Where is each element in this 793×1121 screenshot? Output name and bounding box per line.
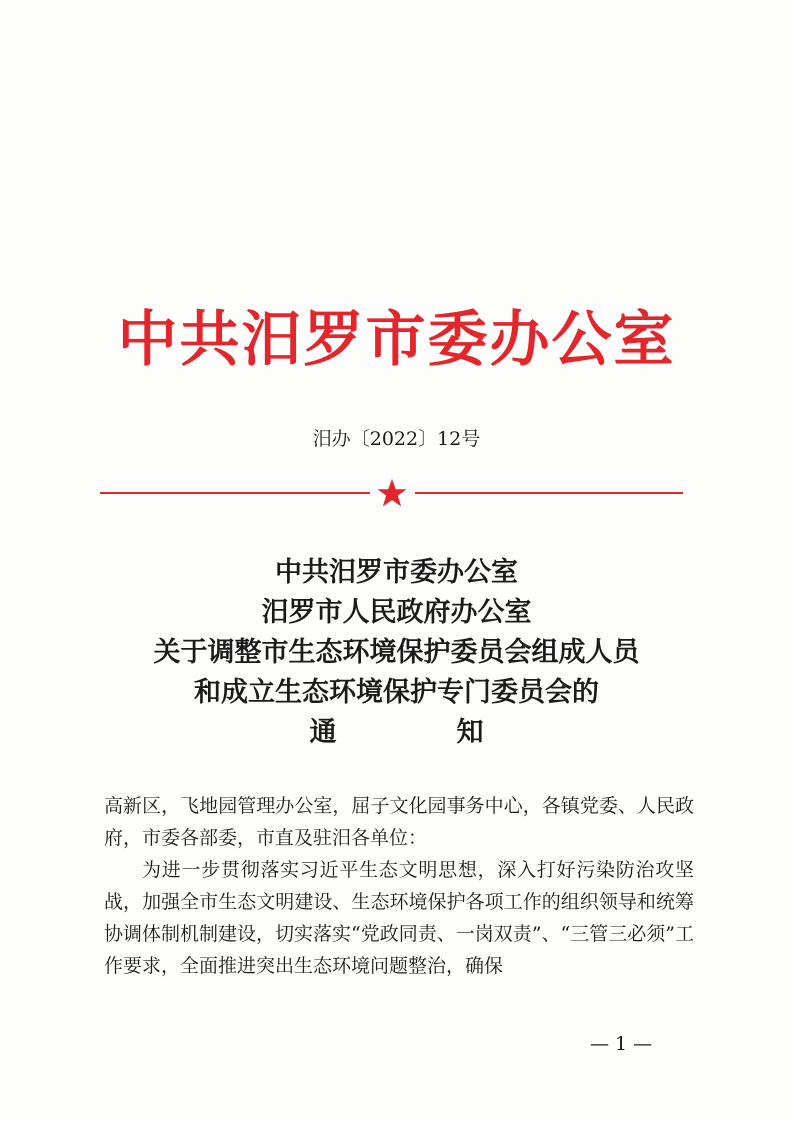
title-line: 汨罗市人民政府办公室 — [261, 597, 532, 628]
document-title — [0, 553, 793, 753]
page-number: — 1 — — [590, 1033, 653, 1055]
title-line: 中共汨罗市委办公室 — [275, 557, 518, 588]
issuer-masthead: 中共汨罗市委办公室 — [117, 305, 676, 375]
star-icon — [375, 478, 409, 508]
red-divider — [0, 478, 793, 508]
title-line: 和成立生态环境保护专门委员会的 — [194, 677, 599, 708]
divider-line-left — [100, 492, 370, 494]
divider-line-right — [415, 492, 683, 494]
title-line: 关于调整市生态环境保护委员会组成人员 — [153, 637, 640, 668]
body-paragraph: 为进一步贯彻落实习近平生态文明思想，深入打好污染防治攻坚战，加强全市生态文明建设、生态环境保护各项工作的组织领导和统筹协调体制机制建设，切实落实“党政同责、一岗双责”、“三管三必须”工作要求，全面推进突出生态环境问题整治，确保 — [104, 859, 694, 977]
document-body — [104, 790, 694, 982]
addressees-paragraph: 高新区，飞地园管理办公室，屈子文化园事务中心，各镇党委、人民政府，市委各部委，市直及驻汨各单位： — [104, 795, 694, 849]
document-number: 汨办〔2022〕12号 — [312, 428, 481, 450]
title-notice-word: 通知 — [309, 717, 604, 748]
